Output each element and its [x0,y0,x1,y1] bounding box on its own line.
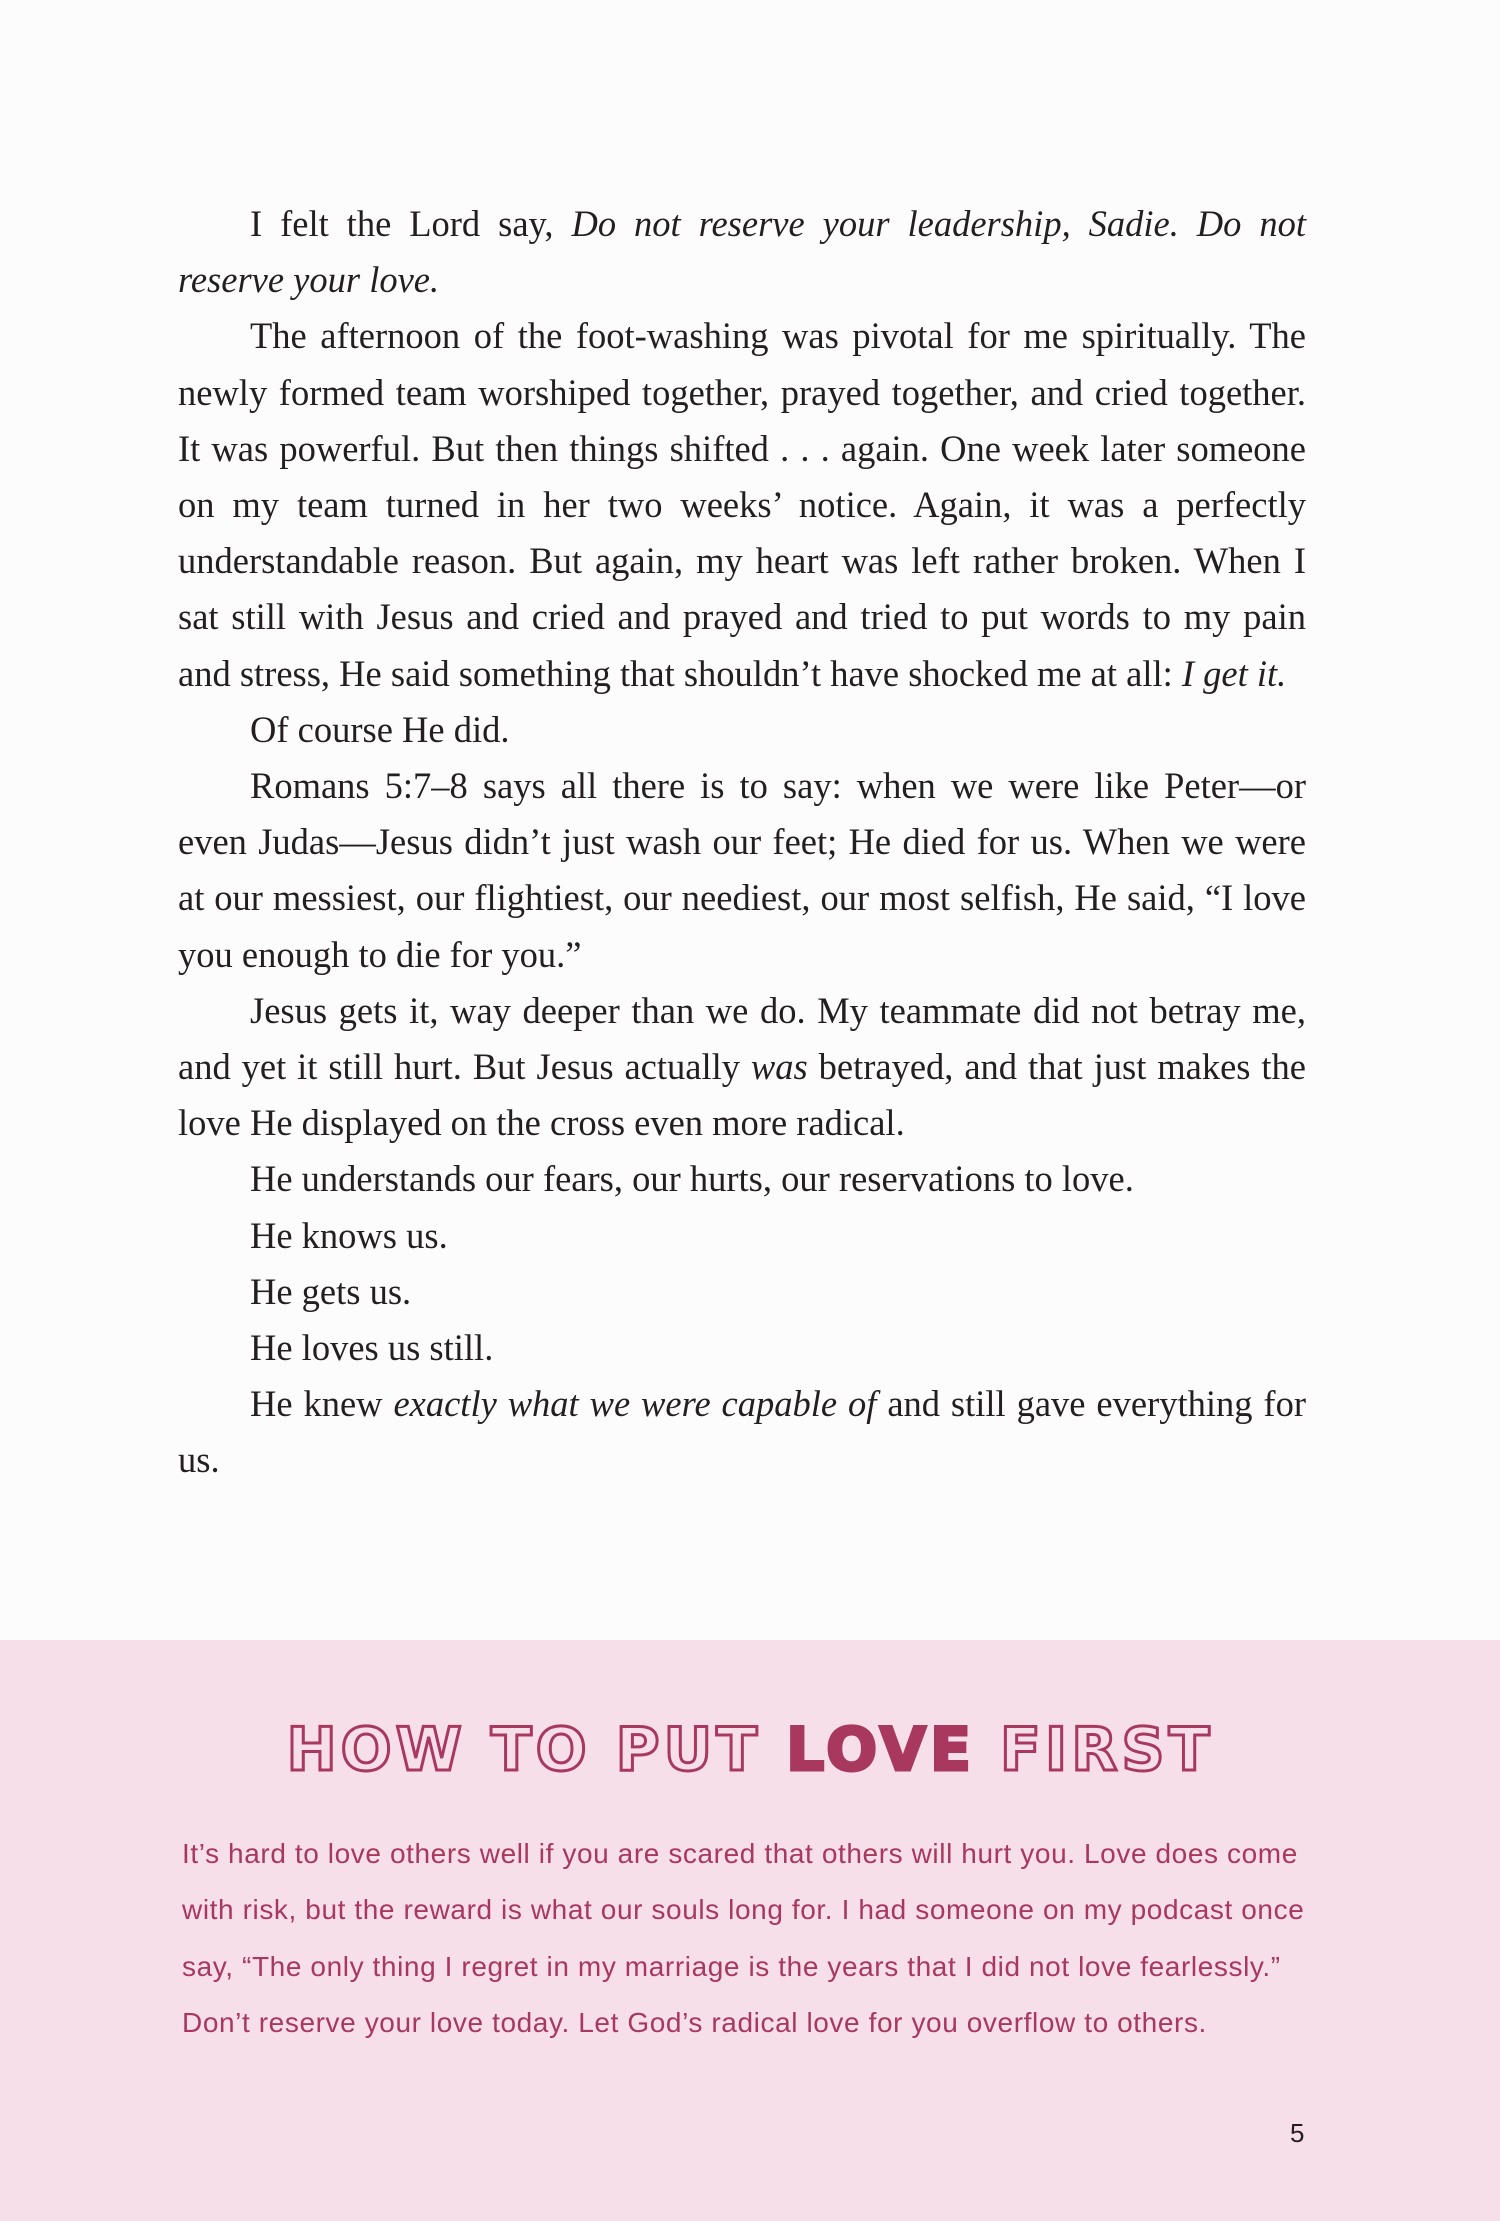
italic-quote: I get it. [1181,652,1287,694]
page-number: 5 [1290,2118,1305,2148]
italic-phrase: exactly what we were capable of [393,1383,877,1425]
paragraph-7: He knows us. [250,1214,448,1256]
callout-body: It’s hard to love others well if you are scared that others will hurt you. Love does come with risk, but the reward is what our souls long for. I had someone on my podcast once say, “The only thing I regret in my marriage is the years that I did not love fearlessly.” Don’t reserve your love today. Let God’s radical love for you overflow to others. [182,1838,1305,2038]
paragraph-8: He gets us. [250,1270,412,1312]
paragraph-6: He understands our fears, our hurts, our reservations to love. [250,1158,1134,1200]
paragraph-4: Romans 5:7–8 says all there is to say: when we were like Peter—or even Judas—Jesus didn’t just wash our feet; He died for us. When we were at our messiest, our flightiest, our neediest, our most selfish, He said, “I love you enough to die for you.” [178,765,1306,975]
callout-title: HOW TO PUT LOVE FIRST [286,1715,1214,1785]
title-highlight: LOVE [786,1715,975,1785]
paragraph-3: Of course He did. [250,708,510,750]
body-text [178,196,1306,1489]
paragraph-10: He knew exactly what we were capable of and still gave everything for us. [178,1383,1306,1481]
paragraph-2: The afternoon of the foot-washing was pivotal for me spiritually. The newly formed team worshiped together, prayed together, and cried together. It was powerful. But then things shifted . . . again. One week later someone on my team turned in her two weeks’ notice. Again, it was a perfectly understandable reason. But again, my heart was left rather broken. When I sat still with Jesus and cried and prayed and tried to put words to my pain and stress, He said something that shouldn’t have shocked me at all: I get it. [178,315,1306,694]
paragraph-9: He loves us still. [250,1327,494,1369]
paragraph-1: I felt the Lord say, Do not reserve your leadership, Sadie. Do not reserve your love. [178,203,1306,301]
paragraph-5: Jesus gets it, way deeper than we do. My teammate did not betray me, and yet it still hurt. But Jesus actually was betrayed, and that just makes the love He displayed on the cross even more radical. [178,989,1307,1144]
italic-quote: Do not reserve your leadership, Sadie. Do not reserve your love. [178,203,1306,301]
italic-word: was [750,1046,808,1088]
